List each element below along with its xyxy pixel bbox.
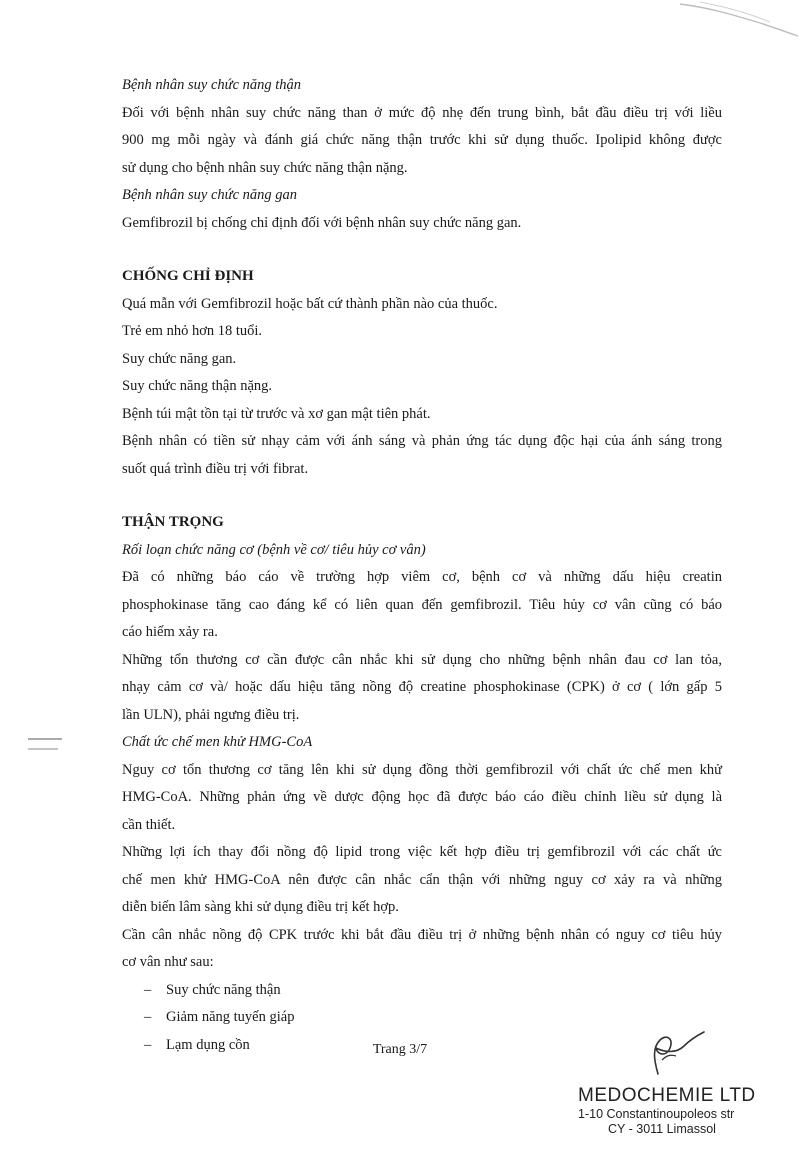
stamp-address-line2: CY - 3011 Limassol [608,1122,716,1136]
text-line: Suy chức năng gan. [122,350,237,367]
subheading: Bệnh nhân suy chức năng gan [122,187,298,203]
text-line: cơ vân như sau: [122,954,214,970]
text-line: Những tổn thương cơ cần được cân nhắc khi sử dụng cho những bệnh nhân đau cơ lan tỏa, [122,651,722,668]
list-item: – Giảm năng tuyến giáp [144,1004,722,1032]
text-line: Đã có những báo cáo về trường hợp viêm cơ, bệnh cơ và những dấu hiệu creatin [122,569,722,585]
text-line: sử dụng cho bệnh nhân suy chức năng thận nặng. [122,159,408,176]
page-number: Trang 3/7 [372,1042,428,1057]
text-line: Suy chức năng thận nặng. [122,378,273,394]
section [122,483,722,1059]
document-body [122,72,722,1059]
paragraph [122,647,722,730]
text-line: Những lợi ích thay đổi nồng độ lipid trong việc kết hợp điều trị gemfibrozil với các chất ức [122,844,722,860]
stamp-address-line1: 1-10 Constantinoupoleos str [578,1107,735,1121]
text-line: suốt quá trình điều trị với fibrat. [122,460,309,477]
paragraph [122,373,722,401]
section [122,72,722,237]
paragraph [122,210,722,238]
text-line: Nguy cơ tổn thương cơ tăng lên khi sử dụng đồng thời gemfibrozil với chất ức chế men khử [122,761,722,778]
text-line: nhạy cảm cơ và/ hoặc dấu hiệu tăng nồng độ creatine phosphokinase (CPK) ở cơ ( lớn gấp 5 [122,679,722,695]
section-heading: THẬN TRỌNG [122,514,224,530]
list-item: – Suy chức năng thận [144,977,722,1005]
paragraph [122,346,722,374]
company-stamp [578,1085,778,1137]
subheading: Chất ức chế men khử HMG-CoA [122,734,313,750]
text-line: lần ULN), phải ngưng điều trị. [122,706,300,723]
paragraph [122,401,722,429]
section-heading: CHỐNG CHỈ ĐỊNH [122,268,254,284]
text-line: cáo hiếm xảy ra. [122,624,218,640]
text-line: Bệnh túi mật tồn tại từ trước và xơ gan mật tiên phát. [122,405,431,422]
text-line: Đối với bệnh nhân suy chức năng than ở mức độ nhẹ đến trung bình, bắt đầu điều trị với liều [122,104,722,121]
paragraph [122,291,722,319]
text-line: Cần cân nhắc nồng độ CPK trước khi bắt đầu điều trị ở những bệnh nhân có nguy cơ tiêu hủy [122,926,722,943]
text-line: Bệnh nhân có tiền sử nhạy cảm với ánh sáng và phản ứng tác dụng độc hại của ánh sáng trong [122,433,722,449]
paragraph [122,839,722,922]
scan-mark-icon [680,0,800,40]
text-line: Trẻ em nhỏ hơn 18 tuổi. [122,323,263,339]
text-line: Gemfibrozil bị chống chỉ định đối với bệnh nhân suy chức năng gan. [122,214,522,231]
paragraph [122,428,722,483]
section-gap [122,237,722,263]
paragraph [122,100,722,183]
stamp-company: MEDOCHEMIE LTD [578,1085,756,1106]
scan-mark-icon [28,736,68,756]
paragraph [122,564,722,647]
paragraph [122,757,722,840]
signature-icon [640,1030,710,1080]
text-line: diễn biến lâm sàng khi sử dụng điều trị kết hợp. [122,899,399,915]
text-line: phosphokinase tăng cao đáng kể có liên quan đến gemfibrozil. Tiêu hủy cơ vân cũng có báo [122,596,722,613]
subheading: Rối loạn chức năng cơ (bệnh về cơ/ tiêu hủy cơ vân) [122,541,426,558]
section-gap [122,483,722,509]
section [122,237,722,483]
text-line: cần thiết. [122,816,176,833]
text-line: HMG-CoA. Những phản ứng về dược động học đã được báo cáo điều chỉnh liều sử dụng là [122,789,722,805]
text-line: 900 mg mỗi ngày và đánh giá chức năng thận trước khi sử dụng thuốc. Ipolipid không được [122,132,722,148]
paragraph [122,318,722,346]
text-line: Quá mẫn với Gemfibrozil hoặc bất cứ thành phần nào của thuốc. [122,295,498,312]
text-line: chế men khử HMG-CoA nên được cân nhắc cẩn thận với những nguy cơ xảy ra và những [122,871,722,888]
subheading: Bệnh nhân suy chức năng thận [122,77,302,93]
paragraph [122,922,722,977]
list-item: – Lạm dụng cồn [144,1032,722,1060]
